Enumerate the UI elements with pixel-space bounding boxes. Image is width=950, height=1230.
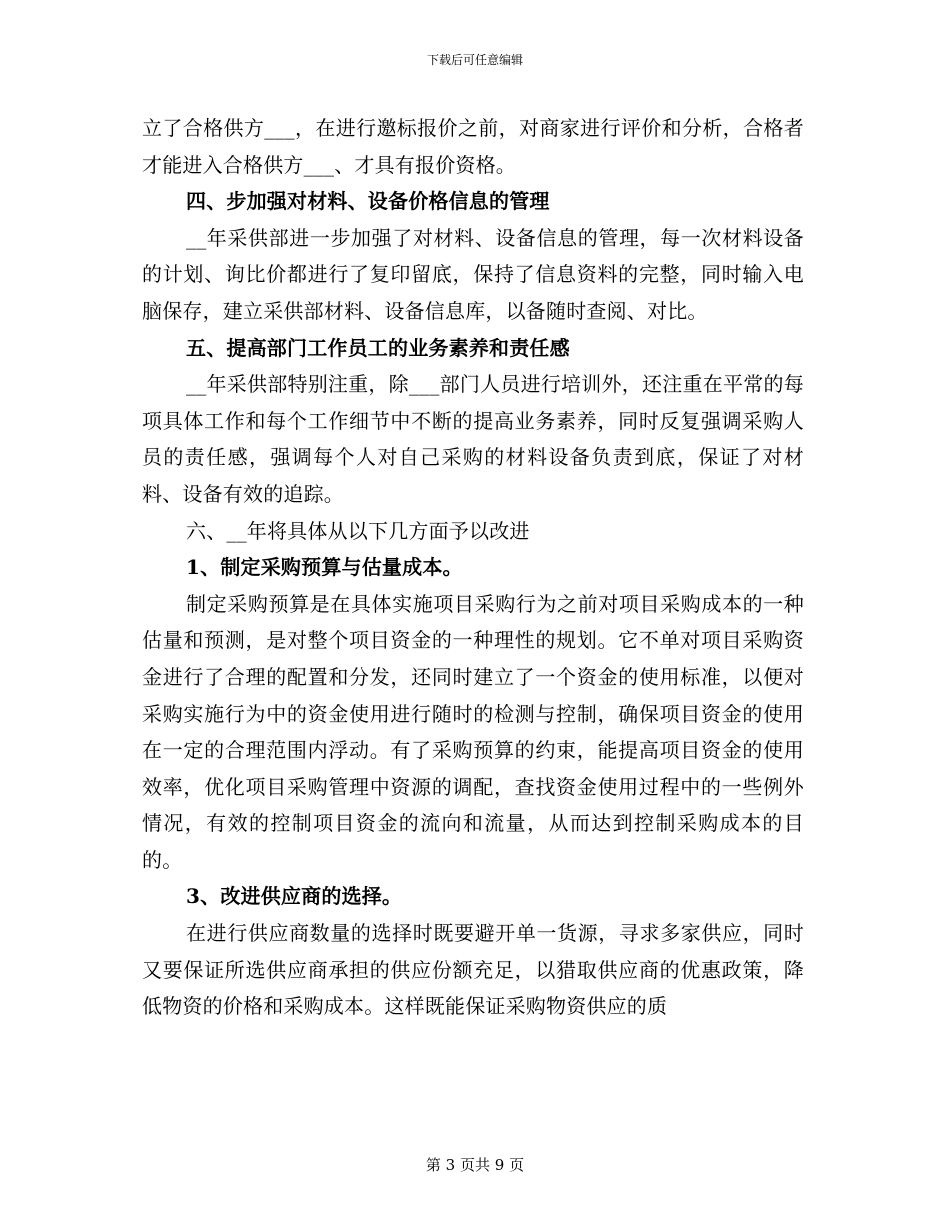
heading-improvements: 六、__年将具体从以下几方面予以改进	[186, 518, 530, 543]
heading-supplier-selection: 3、改进供应商的选择。	[186, 884, 403, 909]
page-header: 下载后可任意编辑	[426, 53, 523, 67]
document-body	[142, 110, 804, 1025]
heading-budget: 1、制定采购预算与估量成本。	[186, 555, 463, 580]
paragraph-supplier-qualification: 立了合格供方___，在进行邀标报价之前，对商家进行评价和分析，合格者才能进入合格供方___、才具有报价资格。	[142, 116, 804, 177]
heading-staff-quality: 五、提高部门工作员工的业务素养和责任感	[186, 335, 570, 360]
paragraph-budget: 制定采购预算是在具体实施项目采购行为之前对项目采购成本的一种估量和预测，是对整个项目资金的一种理性的规划。它不单对项目采购资金进行了合理的配置和分发，还同时建立了一个资金的使用标准，以便对采购实施行为中的资金使用进行随时的检测与控制，确保项目资金的使用在一定的合理范围内浮动。有了采购预算的约束，能提高项目资金的使用效率，优化项目采购管理中资源的调配，查找资金使用过程中的一些例外情况，有效的控制项目资金的流向和流量，从而达到控制采购成本的目的。	[142, 591, 804, 872]
paragraph-price-info-management: __年采供部进一步加强了对材料、设备信息的管理，每一次材料设备的计划、询比价都进行了复印留底，保持了信息资料的完整，同时输入电脑保存，建立采供部材料、设备信息库，以备随时查阅、对比。	[142, 225, 804, 323]
paragraph-supplier-selection: 在进行供应商数量的选择时既要避开单一货源，寻求多家供应，同时又要保证所选供应商承担的供应份额充足，以猎取供应商的优惠政策，降低物资的价格和采购成本。这样既能保证采购物资供应的质	[142, 921, 804, 1019]
paragraph-staff-quality: __年采供部特别注重，除___部门人员进行培训外，还注重在平常的每项具体工作和每个工作细节中不断的提高业务素养，同时反复强调采购人员的责任感，强调每个人对自己采购的材料设备负责到底，保证了对材料、设备有效的追踪。	[142, 372, 804, 506]
heading-price-info-management: 四、步加强对材料、设备价格信息的管理	[186, 189, 550, 214]
page-number: 第 3 页共 9 页	[425, 1156, 525, 1174]
